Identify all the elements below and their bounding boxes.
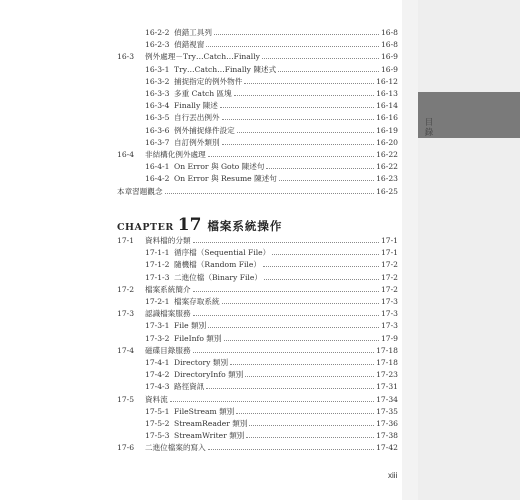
toc-entry-number: 17-4-1 xyxy=(145,358,170,367)
toc-entry xyxy=(145,369,398,380)
dot-leader xyxy=(206,387,374,389)
toc-entry-page: 16-25 xyxy=(376,186,398,196)
toc-entry xyxy=(145,320,398,331)
dot-leader xyxy=(220,106,374,108)
dot-leader xyxy=(262,57,379,59)
dot-leader xyxy=(193,290,379,292)
toc-entry-title: 認識檔案服務 xyxy=(145,309,191,319)
toc-entry-number: 16-3-5 xyxy=(145,113,170,123)
toc-entry-page: 17-18 xyxy=(376,345,398,355)
toc-entry-page: 17-18 xyxy=(376,358,398,367)
toc-entry-title: 二進位檔案的寫入 xyxy=(145,443,206,453)
toc-entry-title: File 類別 xyxy=(174,321,207,331)
toc-entry-page: 16-14 xyxy=(376,101,398,111)
toc-entry xyxy=(145,137,398,148)
toc-entry xyxy=(117,442,398,453)
toc-entry-page: 17-3 xyxy=(380,297,398,306)
toc-entry-number: 17-4-3 xyxy=(145,382,170,392)
toc-entry-page: 16-8 xyxy=(380,28,398,37)
toc-entry xyxy=(145,76,398,87)
toc-entry-number: 17-1-3 xyxy=(145,272,170,282)
toc-entry-page: 17-31 xyxy=(376,382,398,392)
toc-entry-page: 17-38 xyxy=(376,431,398,441)
toc-entry-number: 16-4 xyxy=(117,150,135,159)
toc-entry xyxy=(145,112,398,123)
toc-entry xyxy=(145,39,398,50)
toc-entry-number: 17-5-1 xyxy=(145,406,170,416)
toc-entry xyxy=(145,333,398,344)
toc-entry-number: 17-1-1 xyxy=(145,248,170,258)
toc-entry-page: 17-36 xyxy=(376,419,398,428)
toc-entry-page: 17-1 xyxy=(380,236,398,245)
dot-leader xyxy=(214,33,379,35)
toc-entry-page: 16-22 xyxy=(376,150,398,159)
dot-leader xyxy=(245,375,374,377)
toc-entry-number: 16-2-3 xyxy=(145,40,170,50)
toc-entry xyxy=(145,173,398,184)
toc-entry-title: 偵錯視窗 xyxy=(174,40,205,50)
chapter-heading xyxy=(117,215,282,235)
dot-leader xyxy=(193,314,379,316)
toc-entry-number: 17-2-1 xyxy=(145,297,170,306)
dot-leader xyxy=(222,302,379,304)
toc-entry-number: 16-4-2 xyxy=(145,174,170,184)
toc-entry-number: 16-2-2 xyxy=(145,28,170,37)
toc-entry-page: 16-22 xyxy=(376,162,398,172)
chapter-number: 17 xyxy=(177,215,202,235)
toc-entry-number: 16-4-1 xyxy=(145,162,170,172)
toc-entry-page: 17-9 xyxy=(380,333,398,343)
toc-entry-number: 16-3-3 xyxy=(145,89,170,98)
toc-entry-number: 16-3 xyxy=(117,52,135,62)
dot-leader xyxy=(224,339,379,341)
toc-entry-title: Try…Catch…Finally 陳述式 xyxy=(174,64,277,74)
toc-entry-page: 16-8 xyxy=(380,40,398,50)
dot-leader xyxy=(206,45,379,47)
toc-entry-title: On Error 與 Goto 陳述句 xyxy=(174,162,265,172)
toc-entry-title: 自訂例外類別 xyxy=(174,137,220,147)
toc-entry xyxy=(145,161,398,172)
toc-entry-page: 17-35 xyxy=(376,406,398,416)
toc-entry xyxy=(145,259,398,270)
toc-entry-number: 17-1 xyxy=(117,236,135,245)
toc-entry-page: 17-2 xyxy=(380,284,398,294)
toc-entry-title: 循序檔（Sequential File） xyxy=(174,248,271,258)
toc-entry-title: Directory 類別 xyxy=(174,358,229,367)
side-label-toc: 目錄 xyxy=(424,118,434,138)
toc-entry xyxy=(145,430,398,441)
toc-entry-title: FileInfo 類別 xyxy=(174,333,222,343)
toc-entry-title: 多重 Catch 區塊 xyxy=(174,89,232,98)
toc-entry-title: 例外捕捉條件設定 xyxy=(174,125,235,135)
toc-entry-number: 17-2 xyxy=(117,284,135,294)
toc-entry-title: Finally 陳述 xyxy=(174,101,218,111)
toc-entry-number: 17-5-2 xyxy=(145,419,170,428)
toc-entry-number: 17-3-2 xyxy=(145,333,170,343)
dot-leader xyxy=(193,351,375,353)
toc-entry-number: 16-3-4 xyxy=(145,101,170,111)
dot-leader xyxy=(244,82,374,84)
toc-entry-page: 16-9 xyxy=(380,52,398,62)
toc-entry xyxy=(117,345,398,356)
toc-entry xyxy=(145,272,398,283)
dot-leader xyxy=(278,70,379,72)
toc-entry xyxy=(145,381,398,392)
dot-leader xyxy=(208,155,374,157)
toc-entry xyxy=(145,27,398,38)
dot-leader xyxy=(230,363,374,365)
toc-entry xyxy=(145,125,398,136)
dot-leader xyxy=(165,192,375,194)
toc-entry-number: 17-3 xyxy=(117,309,135,319)
toc-entry xyxy=(117,149,398,160)
toc-entry-title: 本章習題觀念 xyxy=(117,186,163,196)
dot-leader xyxy=(264,278,379,280)
toc-entry-title: 二進位檔（Binary File） xyxy=(174,272,262,282)
toc-entry-title: On Error 與 Resume 陳述句 xyxy=(174,174,277,184)
dot-leader xyxy=(222,118,375,120)
toc-entry xyxy=(145,247,398,258)
toc-entry xyxy=(145,296,398,307)
toc-entry-number: 17-4 xyxy=(117,345,135,355)
toc-entry-page: 16-12 xyxy=(376,76,398,86)
toc-entry-title: 磁碟目錄服務 xyxy=(145,345,191,355)
toc-entry-page: 17-34 xyxy=(376,394,398,404)
toc-entry-title: 檔案存取系統 xyxy=(174,297,220,306)
toc-entry-page: 17-2 xyxy=(380,260,398,270)
toc-entry-number: 16-3-2 xyxy=(145,76,170,86)
dot-leader xyxy=(208,326,379,328)
toc-entry xyxy=(145,418,398,429)
dot-leader xyxy=(170,400,374,402)
dot-leader xyxy=(249,424,374,426)
chapter-label: CHAPTER xyxy=(117,222,174,233)
toc-entry xyxy=(145,357,398,368)
toc-entry-page: 16-19 xyxy=(376,125,398,135)
toc-entry-number: 16-3-6 xyxy=(145,125,170,135)
toc-entry-number: 17-1-2 xyxy=(145,260,170,270)
toc-entry-page: 17-23 xyxy=(376,370,398,380)
toc-entry-page: 17-42 xyxy=(376,443,398,453)
dot-leader xyxy=(208,448,374,450)
toc-entry xyxy=(145,406,398,417)
dot-leader xyxy=(279,179,374,181)
toc-entry-page: 16-23 xyxy=(376,174,398,184)
toc-entry-page: 16-16 xyxy=(376,113,398,123)
toc-entry-title: DirectoryInfo 類別 xyxy=(174,370,244,380)
toc-entry-page: 16-20 xyxy=(376,137,398,147)
dot-leader xyxy=(263,265,379,267)
chapter-title: 檔案系統操作 xyxy=(207,219,283,233)
toc-entry-page: 16-9 xyxy=(380,64,398,74)
toc-entry-number: 17-3-1 xyxy=(145,321,170,331)
toc-entry xyxy=(117,308,398,319)
toc-entry-title: StreamReader 類別 xyxy=(174,419,248,428)
dot-leader xyxy=(237,131,374,133)
toc-entry-title: 偵錯工具列 xyxy=(174,28,212,37)
toc-entry-number: 16-3-7 xyxy=(145,137,170,147)
dot-leader xyxy=(266,167,374,169)
toc-entry-page: 17-3 xyxy=(380,321,398,331)
toc-entry-title: 捕捉指定的例外物件 xyxy=(174,76,243,86)
toc-entry-page: 16-13 xyxy=(376,89,398,98)
toc-entry-title: StreamWriter 類別 xyxy=(174,431,245,441)
dot-leader xyxy=(222,143,375,145)
toc-entry-title: FileStream 類別 xyxy=(174,406,235,416)
toc-entry-number: 17-4-2 xyxy=(145,370,170,380)
toc-entry xyxy=(117,51,398,62)
toc-entry-page: 17-2 xyxy=(380,272,398,282)
dot-leader xyxy=(272,253,379,255)
toc-entry-page: 17-3 xyxy=(380,309,398,319)
toc-entry-title: 路徑資訊 xyxy=(174,382,205,392)
side-margin-strip xyxy=(418,0,520,500)
toc-entry-title: 資料檔的分類 xyxy=(145,236,191,245)
toc-entry-title: 非結構化例外處理 xyxy=(145,150,206,159)
page-number: xiii xyxy=(388,471,398,480)
dot-leader xyxy=(193,241,379,243)
toc-entry-title: 隨機檔（Random File） xyxy=(174,260,261,270)
toc-entry xyxy=(117,284,398,295)
dot-leader xyxy=(246,436,374,438)
toc-entry-number: 17-5 xyxy=(117,394,135,404)
dot-leader xyxy=(234,94,374,96)
toc-entry xyxy=(117,235,398,246)
toc-entry-title: 資料流 xyxy=(145,394,168,404)
toc-entry-number: 16-3-1 xyxy=(145,64,170,74)
toc-entry xyxy=(145,88,398,99)
toc-entry xyxy=(117,186,398,197)
toc-entry-number: 17-5-3 xyxy=(145,431,170,441)
toc-entry xyxy=(117,394,398,405)
toc-entry xyxy=(145,100,398,111)
dot-leader xyxy=(236,412,374,414)
toc-entry-title: 檔案系統簡介 xyxy=(145,284,191,294)
toc-entry xyxy=(145,64,398,75)
toc-entry-title: 自行丟出例外 xyxy=(174,113,220,123)
toc-entry-number: 17-6 xyxy=(117,443,135,453)
toc-entry-page: 17-1 xyxy=(380,248,398,258)
toc-entry-title: 例外處理－Try…Catch…Finally xyxy=(145,52,260,62)
